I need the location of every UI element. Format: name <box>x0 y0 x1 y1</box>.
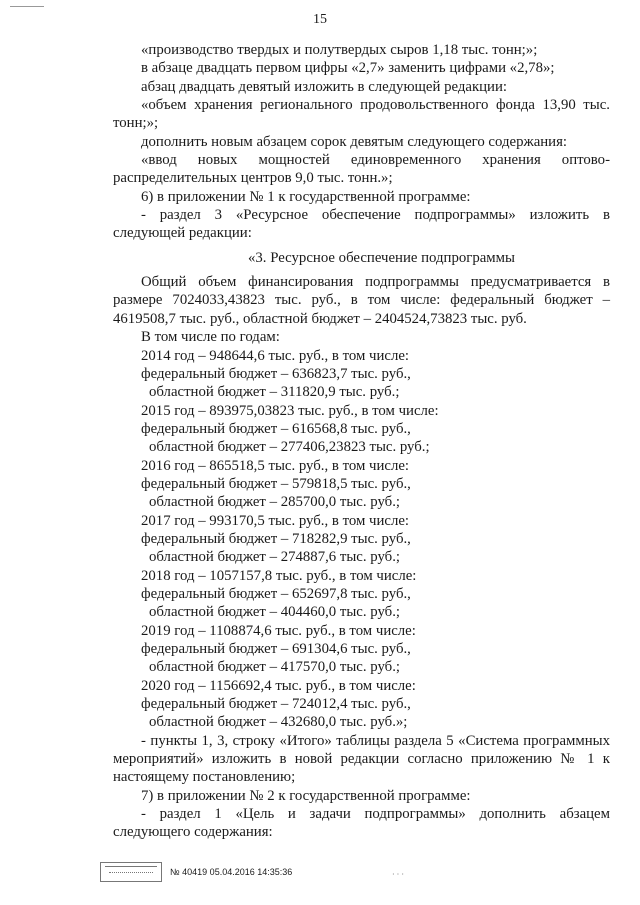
text-paragraph: - раздел 3 «Ресурсное обеспечение подпрограммы» изложить в следующей редакции: <box>113 207 610 242</box>
regional-budget <box>113 548 610 566</box>
text-line: 6) в приложении № 1 к государственной программе: <box>141 188 471 205</box>
regional-budget <box>113 493 610 511</box>
regional-budget <box>113 658 610 676</box>
regional-budget-text: областной бюджет – 311820,9 тыс. руб.; <box>149 384 400 401</box>
text-line: «производство твердых и полутвердых сыров 1,18 тыс. тонн;»; <box>141 42 538 58</box>
federal-budget: федеральный бюджет – 636823,7 тыс. руб., <box>141 365 411 382</box>
page-number: 15 <box>313 12 327 27</box>
regional-budget <box>113 603 610 621</box>
federal-budget: федеральный бюджет – 616568,8 тыс. руб., <box>141 420 411 437</box>
year-total: 2019 год – 1108874,6 тыс. руб., в том числе: <box>141 622 416 639</box>
text-paragraph: «ввод новых мощностей единовременного хранения оптово-распределительных центров 9,0 тыс. тонн.»; <box>113 152 610 187</box>
registration-stamp: № 40419 05.04.2016 14:35:36 <box>170 867 293 877</box>
regional-budget-text: областной бюджет – 432680,0 тыс. руб.»; <box>149 714 408 731</box>
year-total: 2017 год – 993170,5 тыс. руб., в том числе: <box>141 512 410 529</box>
text-line: абзац двадцать девятый изложить в следующей редакции: <box>141 78 508 95</box>
text-line: дополнить новым абзацем сорок девятым следующего содержания: <box>141 133 568 150</box>
regional-budget-text: областной бюджет – 274887,6 тыс. руб.; <box>149 549 401 566</box>
year-total: 2014 год – 948644,6 тыс. руб., в том числе: <box>141 347 410 364</box>
text-paragraph: Общий объем финансирования подпрограммы предусматривается в размере 7024033,43823 тыс. руб., в том числе: федеральный бюджет – 4619508,7 тыс. руб., областной бюджет – 2404524,73823 тыс. руб. <box>113 274 610 327</box>
regional-budget <box>113 438 610 456</box>
regional-budget-text: областной бюджет – 285700,0 тыс. руб.; <box>149 494 401 511</box>
regional-budget-text: областной бюджет – 404460,0 тыс. руб.; <box>149 604 401 621</box>
regional-budget <box>113 713 610 731</box>
document-body <box>113 41 610 842</box>
text-paragraph: - раздел 1 «Цель и задачи подпрограммы» дополнить абзацем следующего содержания: <box>113 806 610 841</box>
year-total: 2016 год – 865518,5 тыс. руб., в том числе: <box>141 457 410 474</box>
text-line: в абзаце двадцать первом цифры «2,7» заменить цифрами «2,78»; <box>141 60 555 77</box>
text-paragraph: «объем хранения регионального продовольственного фонда 13,90 тыс. тонн;»; <box>113 97 610 132</box>
regional-budget <box>113 383 610 401</box>
year-total: 2018 год – 1057157,8 тыс. руб., в том числе: <box>141 567 417 584</box>
federal-budget: федеральный бюджет – 652697,8 тыс. руб., <box>141 585 411 602</box>
registration-footer <box>100 862 292 882</box>
section-heading: «3. Ресурсное обеспечение подпрограммы <box>248 249 515 266</box>
regional-budget-text: областной бюджет – 417570,0 тыс. руб.; <box>149 659 401 676</box>
text-line: В том числе по годам: <box>141 329 280 346</box>
text-paragraph: - пункты 1, 3, строку «Итого» таблицы раздела 5 «Система программных мероприятий» изложить в новой редакции согласно приложению № 1 к настоящему постановлению; <box>113 732 610 786</box>
federal-budget: федеральный бюджет – 724012,4 тыс. руб., <box>141 696 411 713</box>
scan-speck: · · · <box>392 870 404 879</box>
scan-artifact-line <box>10 6 44 7</box>
federal-budget: федеральный бюджет – 718282,9 тыс. руб., <box>141 530 411 547</box>
year-total: 2020 год – 1156692,4 тыс. руб., в том числе: <box>141 677 416 694</box>
federal-budget: федеральный бюджет – 579818,5 тыс. руб., <box>141 475 411 492</box>
text-line: 7) в приложении № 2 к государственной программе: <box>141 787 471 804</box>
year-total: 2015 год – 893975,03823 тыс. руб., в том числе: <box>141 402 439 419</box>
regional-budget-text: областной бюджет – 277406,23823 тыс. руб.; <box>149 439 430 456</box>
registry-logo-icon <box>100 862 162 882</box>
federal-budget: федеральный бюджет – 691304,6 тыс. руб., <box>141 641 411 657</box>
